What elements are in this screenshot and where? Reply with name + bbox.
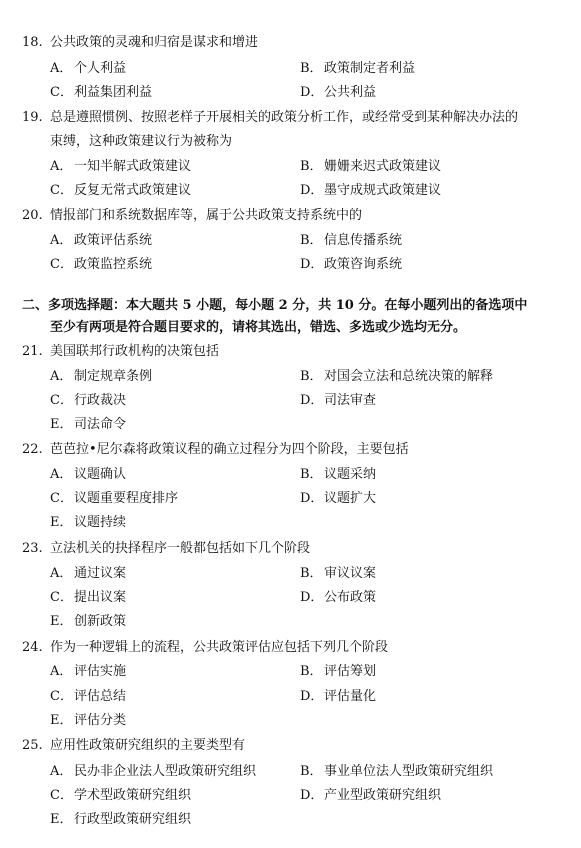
question-text-continued: 束缚，这种政策建议行为被称为: [50, 134, 233, 149]
option-a[interactable]: A． 评估实施: [50, 664, 127, 679]
option-a[interactable]: A． 民办非企业法人型政策研究组织: [50, 764, 257, 779]
option-d[interactable]: D．公共利益: [300, 85, 377, 100]
question-text: 应用性政策研究组织的主要类型有: [50, 738, 246, 753]
option-b[interactable]: B．评估筹划: [300, 664, 377, 679]
question-text: 情报部门和系统数据库等，属于公共政策支持系统中的: [50, 208, 363, 223]
option-d[interactable]: D．议题扩大: [300, 491, 377, 506]
option-b[interactable]: B．事业单位法人型政策研究组织: [300, 764, 494, 779]
question-number: 23.: [22, 541, 43, 556]
question-text: 作为一种逻辑上的流程，公共政策评估应包括下列几个阶段: [50, 640, 389, 655]
option-e[interactable]: E． 创新政策: [50, 614, 127, 629]
question-text: 立法机关的抉择程序一般都包括如下几个阶段: [50, 541, 311, 556]
option-e[interactable]: E． 行政型政策研究组织: [50, 812, 192, 827]
option-c[interactable]: C．行政裁决: [50, 393, 127, 408]
option-e[interactable]: E． 议题持续: [50, 515, 127, 530]
option-c[interactable]: C．利益集团利益: [50, 85, 153, 100]
question-number: 24.: [22, 640, 43, 655]
question-text: 美国联邦行政机构的决策包括: [50, 344, 220, 359]
option-d[interactable]: D．产业型政策研究组织: [300, 788, 442, 803]
question-number: 18.: [22, 35, 43, 50]
question-number: 21.: [22, 344, 43, 359]
question-text: 总是遵照惯例、按照老样子开展相关的政策分析工作，或经常受到某种解决办法的: [50, 110, 519, 125]
option-d[interactable]: D．政策咨询系统: [300, 257, 403, 272]
option-d[interactable]: D．公布政策: [300, 590, 377, 605]
option-b[interactable]: B．对国会立法和总统决策的解释: [300, 369, 494, 384]
option-e[interactable]: E． 评估分类: [50, 713, 127, 728]
option-c[interactable]: C．政策监控系统: [50, 257, 153, 272]
option-c[interactable]: C．学术型政策研究组织: [50, 788, 192, 803]
question-number: 19.: [22, 110, 43, 125]
option-a[interactable]: A． 议题确认: [50, 467, 127, 482]
option-a[interactable]: A． 个人利益: [50, 61, 127, 76]
option-e[interactable]: E． 司法命令: [50, 417, 127, 432]
option-d[interactable]: D．墨守成规式政策建议: [300, 183, 442, 198]
question-text: 芭芭拉•尼尔森将政策议程的确立过程分为四个阶段，主要包括: [50, 442, 409, 457]
option-c[interactable]: C．议题重要程度排序: [50, 491, 179, 506]
section-heading: 二、多项选择题：本大题共 5 小题，每小题 2 分，共 10 分。在每小题列出的备选项中: [22, 298, 528, 313]
question-number: 20.: [22, 208, 43, 223]
option-c[interactable]: C．评估总结: [50, 689, 127, 704]
question-number: 22.: [22, 442, 43, 457]
option-d[interactable]: D．评估量化: [300, 689, 377, 704]
option-a[interactable]: A． 政策评估系统: [50, 233, 153, 248]
option-a[interactable]: A． 通过议案: [50, 566, 127, 581]
section-heading-continued: 至少有两项是符合题目要求的，请将其选出，错选、多选或少选均无分。: [50, 320, 467, 335]
option-d[interactable]: D．司法审查: [300, 393, 377, 408]
option-b[interactable]: B．议题采纳: [300, 467, 377, 482]
question-number: 25.: [22, 738, 43, 753]
question-text: 公共政策的灵魂和归宿是谋求和增进: [50, 35, 259, 50]
option-b[interactable]: B．政策制定者利益: [300, 61, 416, 76]
option-a[interactable]: A． 制定规章条例: [50, 369, 153, 384]
option-b[interactable]: B．审议议案: [300, 566, 377, 581]
option-c[interactable]: C．提出议案: [50, 590, 127, 605]
option-b[interactable]: B．姗姗来迟式政策建议: [300, 159, 442, 174]
option-b[interactable]: B．信息传播系统: [300, 233, 403, 248]
option-a[interactable]: A． 一知半解式政策建议: [50, 159, 192, 174]
option-c[interactable]: C．反复无常式政策建议: [50, 183, 192, 198]
